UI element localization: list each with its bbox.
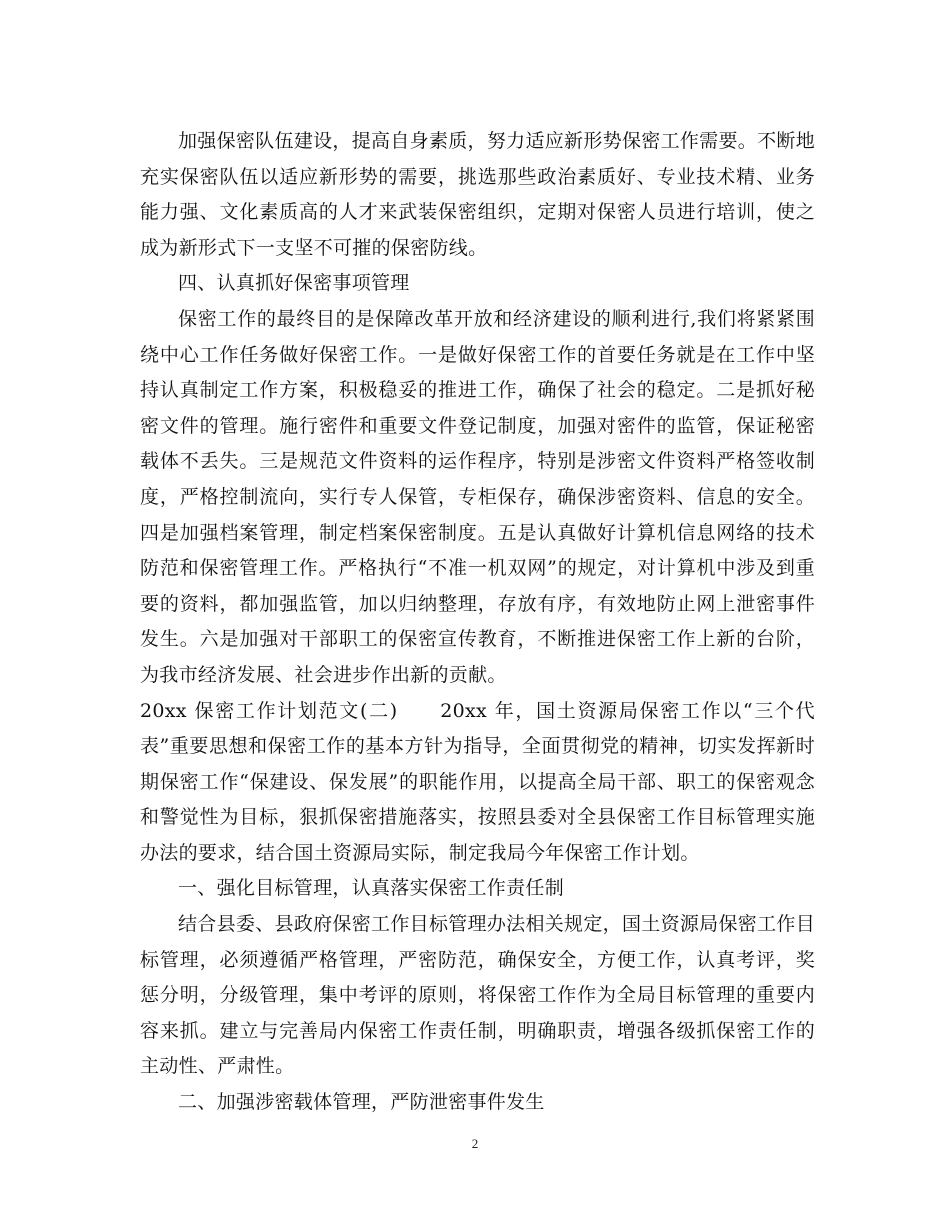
page-number: 2: [471, 1136, 479, 1151]
heading-section-four: 四、认真抓好保密事项管理: [178, 272, 410, 295]
paragraph-plan-sample-two: 20xx 保密工作计划范文(二) 20xx 年，国土资源局保密工作以“三个代表”重要思想和保密工作的基本方针为指导，全面贯彻党的精神，切实发挥新时期保密工作“保建设、保发展”的职能作用，以提高全局干部、职工的保密观念和警觉性为目标，狠抓保密措施落实，按照县委对全县保密工作目标管理实施办法的要求，结合国土资源局实际，制定我局今年保密工作计划。: [140, 699, 815, 864]
document-body: [140, 124, 815, 1121]
paragraph-target-management: 结合县委、县政府保密工作目标管理办法相关规定，国土资源局保密工作目标管理，必须遵循严格管理，严密防范，确保安全，方便工作，认真考评，奖惩分明，分级管理，集中考评的原则，将保密工作作为全局目标管理的重要内容来抓。建立与完善局内保密工作责任制，明确职责，增强各级抓保密工作的主动性、严肃性。: [140, 913, 815, 1078]
heading-section-one: 一、强化目标管理，认真落实保密工作责任制: [178, 877, 565, 900]
paragraph-team-building: 加强保密队伍建设，提高自身素质，努力适应新形势保密工作需要。不断地充实保密队伍以适应新形势的需要，挑选那些政治素质好、专业技术精、业务能力强、文化素质高的人才来武装保密组织，定期对保密人员进行培训，使之成为新形式下一支坚不可摧的保密防线。: [140, 130, 815, 259]
paragraph-secrecy-management: 保密工作的最终目的是保障改革开放和经济建设的顺利进行,我们将紧紧围绕中心工作任务做好保密工作。一是做好保密工作的首要任务就是在工作中坚持认真制定工作方案，积极稳妥的推进工作，确保了社会的稳定。二是抓好秘密文件的管理。施行密件和重要文件登记制度，加强对密件的监管，保证秘密载体不丢失。三是规范文件资料的运作程序，特别是涉密文件资料严格签收制度，严格控制流向，实行专人保管，专柜保存，确保涉密资料、信息的安全。四是加强档案管理，制定档案保密制度。五是认真做好计算机信息网络的技术防范和保密管理工作。严格执行“不准一机双网”的规定，对计算机中涉及到重要的资料，都加强监管，加以归纳整理，存放有序，有效地防止网上泄密事件发生。六是加强对干部职工的保密宣传教育，不断推进保密工作上新的台阶，为我市经济发展、社会进步作出新的贡献。: [140, 307, 815, 686]
heading-section-two: 二、加强涉密载体管理，严防泄密事件发生: [178, 1091, 545, 1114]
